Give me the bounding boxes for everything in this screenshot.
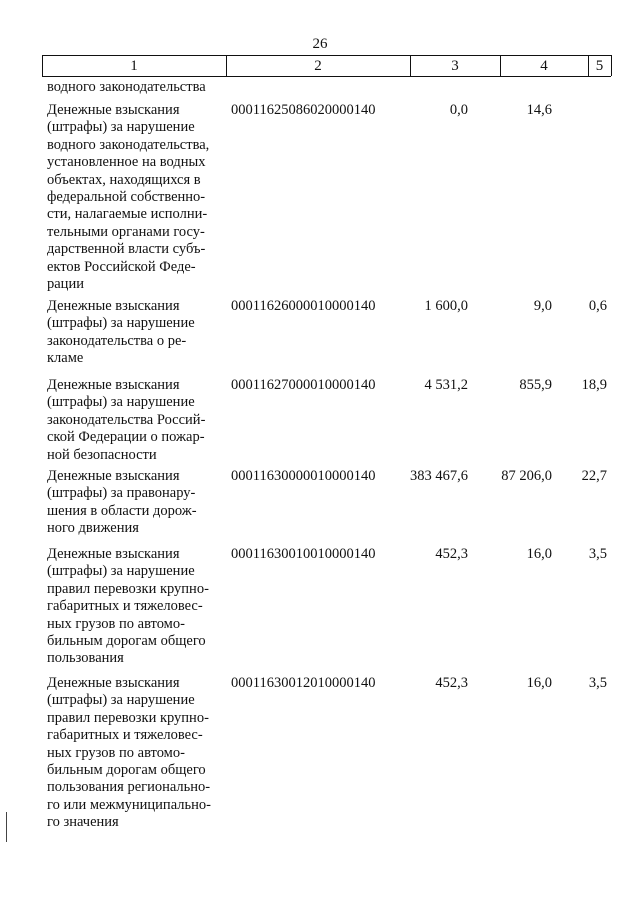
header-divider [410, 55, 411, 76]
value-col-3: 452,3 [435, 546, 468, 562]
value-col-4: 16,0 [526, 675, 552, 691]
header-divider [588, 55, 589, 76]
description-line: Денежные взыскания [47, 546, 180, 562]
description-line: дарственной власти субъ- [47, 241, 206, 258]
value-col-4: 87 206,0 [501, 468, 552, 484]
description-line: объектах, находящихся в [47, 171, 201, 188]
row-description [47, 298, 227, 368]
description-line: шения в области дорож- [47, 502, 197, 519]
value-col-5: 22,7 [581, 468, 607, 484]
row-description [47, 546, 227, 668]
description-line: ной безопасности [47, 446, 157, 463]
description-line: водного законодательства, [47, 136, 210, 153]
header-col-5: 5 [595, 58, 604, 74]
row-description [47, 468, 227, 538]
value-col-3: 452,3 [435, 675, 468, 691]
description-line: Денежные взыскания [47, 377, 180, 393]
description-line: ектов Российской Феде- [47, 258, 196, 275]
row-description [47, 102, 227, 293]
description-line: го значения [47, 814, 119, 831]
description-line: (штрафы) за нарушение [47, 563, 195, 580]
description-line: (штрафы) за нарушение [47, 692, 195, 709]
header-col-2: 2 [314, 58, 322, 74]
description-line: ской Федерации о пожар- [47, 429, 205, 446]
description-line: (штрафы) за нарушение [47, 315, 195, 332]
header-divider [500, 55, 501, 76]
value-col-3: 4 531,2 [424, 377, 468, 393]
row-code: 00011625086020000140 [231, 102, 376, 118]
row-code: 00011626000010000140 [231, 298, 376, 314]
description-line: кламе [47, 350, 84, 367]
value-col-5: 0,6 [588, 298, 607, 314]
description-line: пользования регионально- [47, 779, 211, 796]
header-divider [611, 55, 612, 76]
table-header [42, 55, 611, 77]
continuation-text: водного законодательства [47, 79, 206, 95]
value-col-4: 9,0 [533, 298, 552, 314]
value-col-3: 383 467,6 [410, 468, 468, 484]
value-col-4: 16,0 [526, 546, 552, 562]
description-line: правил перевозки крупно- [47, 580, 209, 597]
margin-mark [6, 812, 7, 842]
page-number: 26 [312, 36, 328, 52]
description-line: ных грузов по автомо- [47, 615, 185, 632]
description-line: ного движения [47, 520, 139, 537]
description-line: бильным дорогам общего [47, 762, 206, 779]
description-line: (штрафы) за нарушение [47, 394, 195, 411]
row-description [47, 377, 227, 464]
description-line: законодательства Россий- [47, 411, 206, 428]
description-line: (штрафы) за нарушение [47, 119, 195, 136]
description-line: законодательства о ре- [47, 332, 187, 349]
description-line: тельными органами госу- [47, 223, 205, 240]
header-divider [42, 55, 43, 76]
value-col-3: 1 600,0 [424, 298, 468, 314]
description-line: Денежные взыскания [47, 102, 180, 118]
header-col-1: 1 [130, 58, 138, 74]
row-code: 00011630010010000140 [231, 546, 376, 562]
description-line: Денежные взыскания [47, 298, 180, 314]
description-line: федеральной собственно- [47, 189, 206, 206]
header-col-4: 4 [540, 58, 548, 74]
value-col-4: 14,6 [526, 102, 552, 118]
description-line: пользования [47, 650, 124, 667]
description-line: го или межмуниципально- [47, 796, 211, 813]
description-line: правил перевозки крупно- [47, 709, 209, 726]
description-line: Денежные взыскания [47, 675, 180, 691]
value-col-4: 855,9 [519, 377, 552, 393]
description-line: (штрафы) за правонару- [47, 485, 196, 502]
value-col-5: 3,5 [588, 546, 607, 562]
row-description [47, 675, 227, 832]
value-col-5: 18,9 [581, 377, 607, 393]
description-line: сти, налагаемые исполни- [47, 206, 208, 223]
row-code: 00011630012010000140 [231, 675, 376, 691]
description-line: бильным дорогам общего [47, 633, 206, 650]
header-col-3: 3 [451, 58, 459, 74]
header-divider [226, 55, 227, 76]
description-line: ных грузов по автомо- [47, 744, 185, 761]
value-col-3: 0,0 [449, 102, 468, 118]
row-code: 00011630000010000140 [231, 468, 376, 484]
description-line: установленное на водных [47, 154, 206, 171]
row-code: 00011627000010000140 [231, 377, 376, 393]
description-line: габаритных и тяжеловес- [47, 727, 203, 744]
value-col-5: 3,5 [588, 675, 607, 691]
description-line: Денежные взыскания [47, 468, 180, 484]
description-line: рации [47, 276, 84, 293]
description-line: габаритных и тяжеловес- [47, 598, 203, 615]
